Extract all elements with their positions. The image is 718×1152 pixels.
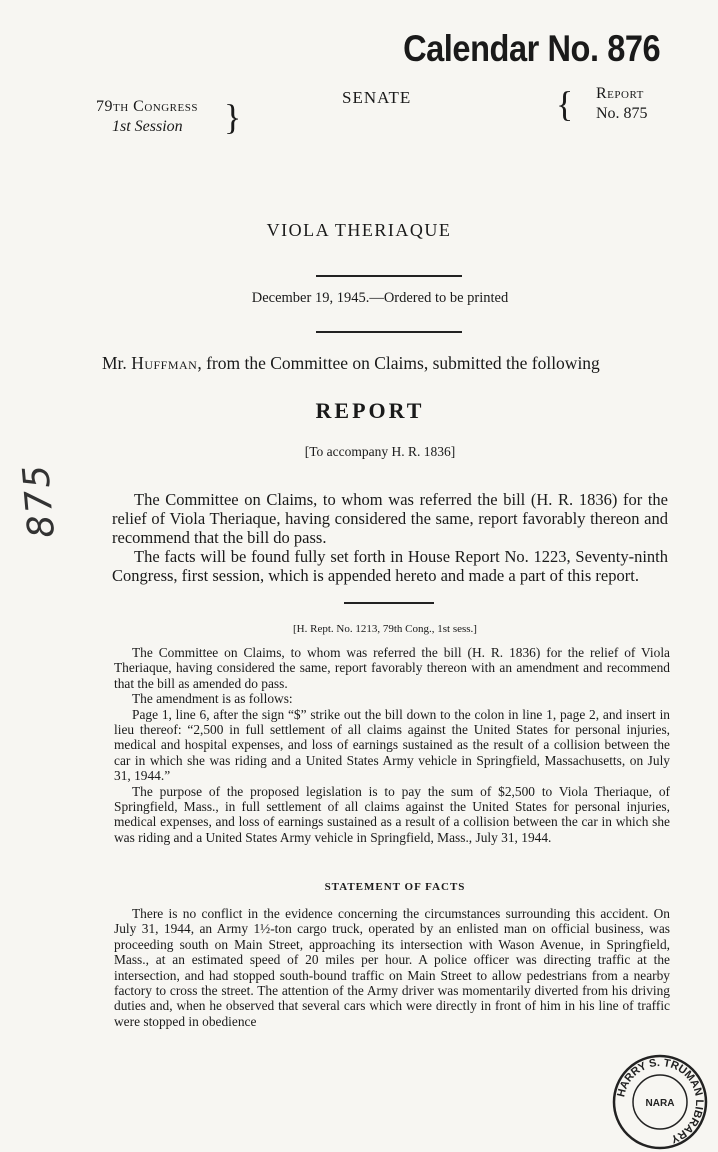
divider-rule xyxy=(316,275,462,277)
house-paragraph: Page 1, line 6, after the sign “$” strike out the bill down to the colon in line 1, page 2, and insert in lieu thereof: “2,500 in full settlement of all claims against the United States for personal injuries, medical and hospital expenses, and loss of earnings sustained as the result of a collision between the car in which she was riding and a United States Army vehicle in Springfield, Massachusetts, on July 31, 1944.” xyxy=(114,706,670,784)
right-brace: } xyxy=(224,97,242,137)
intro-text xyxy=(112,490,668,585)
report-heading: REPORT xyxy=(315,398,425,423)
handwritten-margin-note: 875 xyxy=(15,461,64,540)
divider-rule xyxy=(344,602,434,604)
session-label: 1st Session xyxy=(112,118,183,135)
facts-text xyxy=(114,906,670,1029)
facts-paragraph: There is no conflict in the evidence concerning the circumstances surrounding this accident. On July 31, 1944, an Army 1½-ton cargo truck, operated by an enlisted man on official business, was proceeding south on Main Street, approaching its intersection with Wason Avenue, in Springfield, Mass., at an estimated speed of 20 miles per hour. A police officer was directing traffic at the intersection, and had stopped south-bound traffic on Main Street to allow pedestrians from a nearby factory to cross the street. The attention of the Army driver was momentarily diverted from his driving duties and, when he observed that several cars which were directly in front of him in his line of traffic were stopped in obedience xyxy=(114,906,670,1029)
stamp-ring-text: HARRY S. TRUMAN LIBRARY xyxy=(615,1056,706,1145)
house-paragraph: The Committee on Claims, to whom was referred the bill (H. R. 1836) for the relief of Viola Theriaque, having considered the same, report favorably thereon with an amendment and recommend that the bill as amended do pass. xyxy=(114,645,670,691)
house-report-text xyxy=(114,645,670,845)
statement-of-facts-heading: STATEMENT OF FACTS xyxy=(324,881,466,893)
library-stamp xyxy=(610,1052,710,1152)
chamber-label: SENATE xyxy=(342,88,412,107)
bill-title: VIOLA THERIAQUE xyxy=(266,220,452,240)
calendar-number: Calendar No. 876 xyxy=(402,28,660,69)
stamp-center-text: NARA xyxy=(645,1098,675,1109)
report-number: No. 875 xyxy=(596,105,648,122)
intro-paragraph: The Committee on Claims, to whom was referred the bill (H. R. 1836) for the relief of Viola Theriaque, having considered the same, report favorably thereon and recommend that the bill do pass. xyxy=(112,490,668,547)
member-name: Huffman xyxy=(131,353,198,373)
intro-paragraph: The facts will be found fully set forth in House Report No. 1223, Seventy-ninth Congress, first session, which is appended hereto and made a part of this report. xyxy=(112,547,668,585)
congress-session xyxy=(96,97,242,137)
house-paragraph: The amendment is as follows: xyxy=(132,691,293,707)
left-brace: { xyxy=(556,84,574,124)
house-paragraph: The purpose of the proposed legislation is to pay the sum of $2,500 to Viola Theriaque, of Springfield, Mass., in full settlement of all claims against the United States for personal injuries, medical expenses, and loss of earnings sustained as a result of a collision between the car in which she was riding and a United States Army vehicle in Springfield, Mass., July 31, 1944. xyxy=(114,783,670,845)
divider-rule xyxy=(316,331,462,333)
report-label: Report xyxy=(596,85,644,102)
submitted-line: Mr. Huffman, from the Committee on Claims, submitted the following xyxy=(102,353,600,373)
congress-label: 79th Congress xyxy=(96,98,198,115)
dateline: December 19, 1945.—Ordered to be printed xyxy=(251,290,509,306)
house-report-reference: [H. Rept. No. 1213, 79th Cong., 1st sess.] xyxy=(293,623,477,635)
accompany-line: [To accompany H. R. 1836] xyxy=(304,444,456,459)
